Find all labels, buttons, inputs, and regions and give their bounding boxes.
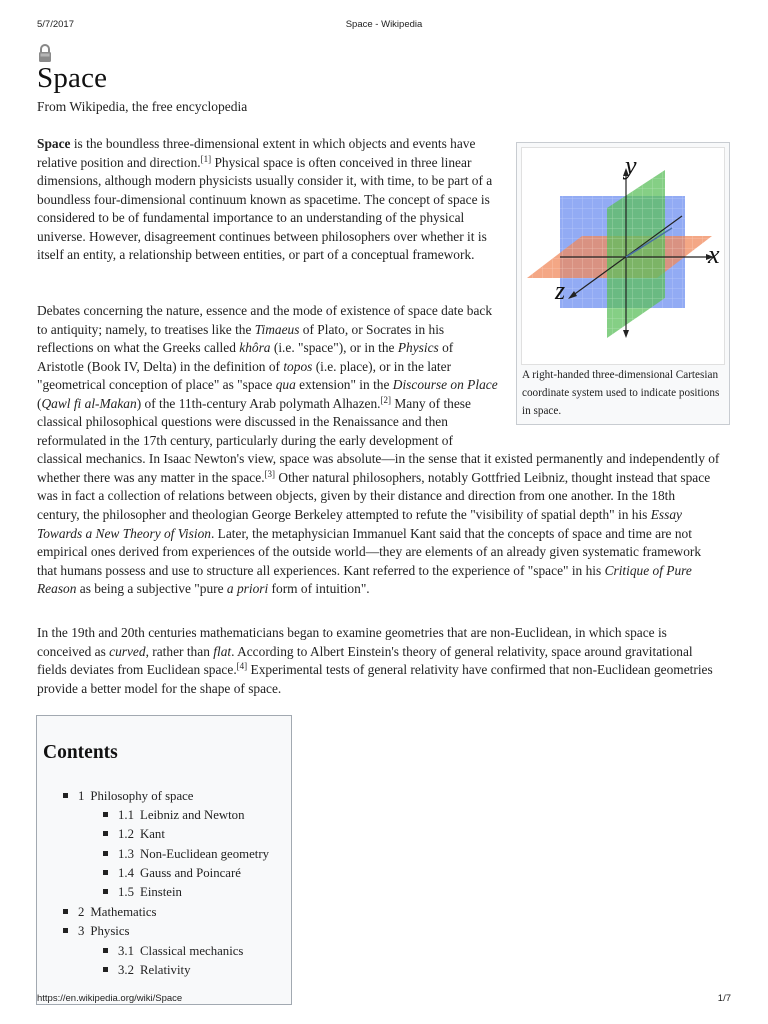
text-run: is the boundless three-dimensional extent in which objects and events have relative position and direction. [37, 136, 476, 170]
tagline: From Wikipedia, the free encyclopedia [37, 99, 248, 114]
text-run: In the 19th and 20th centuries mathematicians began to examine geometries that are non-Euclidean, in which space is conceived as [37, 625, 667, 659]
bullet-icon [63, 793, 68, 798]
bullet-icon [103, 889, 108, 894]
text-run: of Plato, or Socrates in his reflections on what the Greeks called [37, 321, 445, 356]
bullet-icon [63, 909, 68, 914]
text-run: (i.e. "space"), or in the [270, 340, 398, 356]
toc-label: Philosophy of space [90, 789, 194, 803]
toc-label: Einstein [140, 885, 182, 899]
italic-term: Qawl fi al-Makan [41, 395, 137, 411]
citation-link[interactable]: [2] [380, 394, 391, 405]
italic-term: topos [283, 358, 313, 374]
text-run: extension" in the [295, 377, 393, 393]
toc-item[interactable] [63, 905, 157, 920]
text-run: ( [37, 395, 42, 411]
italic-term: Essay Towards a New Theory of Vision [37, 507, 682, 541]
toc-label: Non-Euclidean geometry [140, 847, 269, 861]
print-page-title: Space - Wikipedia [345, 19, 423, 30]
text-run: (i.e. place), or in the later "geometrical conception of place" as "space [37, 358, 452, 393]
toc-item[interactable] [103, 963, 190, 978]
text-run: . Later, the metaphysician Immanuel Kant said that the concepts of space and time are not empirical ones derived from experiences of the outside world—they are elements of an already given systematic framework that humans possess and use to structure all experiences. Kant referred to the experience of "space" in his [37, 525, 702, 578]
axis-label-x: x [708, 240, 720, 269]
toc-number: 1.4 [118, 866, 134, 880]
axis-label-z: z [555, 276, 566, 305]
table-of-contents [36, 715, 292, 1005]
toc-label: Gauss and Poincaré [140, 866, 241, 880]
bullet-icon [103, 812, 108, 817]
bullet-icon [103, 948, 108, 953]
toc-label: Leibniz and Newton [140, 808, 245, 822]
toc-number: 3.2 [118, 963, 134, 977]
coordinate-system-image[interactable] [521, 147, 725, 365]
toc-label: Physics [90, 924, 130, 938]
toc-label: Kant [140, 827, 165, 841]
toc-number: 1.1 [118, 808, 134, 822]
italic-term: Discourse on Place [392, 377, 498, 393]
text-run: form of intuition". [268, 581, 370, 597]
italic-term: flat [213, 643, 232, 659]
text-run: . According to Albert Einstein's theory of general relativity, space around gravitational fields deviates from Euclidean space. [37, 643, 693, 678]
toc-label: Mathematics [90, 905, 157, 919]
toc-title: Contents [43, 742, 118, 763]
bullet-icon [103, 851, 108, 856]
italic-term: Physics [397, 340, 439, 356]
toc-item[interactable] [63, 924, 130, 939]
text-run: as being a subjective "pure [76, 581, 227, 597]
coordinate-diagram [522, 148, 724, 364]
citation-link[interactable]: [3] [264, 468, 276, 479]
italic-term: Timaeus [254, 321, 300, 337]
text-run: , rather than [145, 643, 214, 659]
toc-number: 2 [78, 905, 85, 919]
italic-term: Critique of Pure Reason [37, 562, 692, 597]
citation-link[interactable]: [1] [200, 153, 212, 164]
italic-term: curved [109, 643, 146, 659]
toc-number: 3.1 [118, 944, 134, 958]
toc-item[interactable] [103, 944, 243, 959]
toc-number: 3 [78, 924, 85, 938]
text-run: Many of these classical philosophical questions were discussed in the Renaissance and then reformulated in the 17th century, particularly during the early development of classical mechanics. In Isaac Newton's view, space was absolute—in the sense that it existed permanently and independently of whether there was any matter in the space. [37, 395, 720, 485]
print-page-number: 1/7 [717, 993, 731, 1004]
page-title: Space [37, 62, 108, 94]
geometry-paragraph [37, 624, 721, 698]
lock-icon [38, 43, 52, 63]
bullet-icon [103, 831, 108, 836]
italic-term: a priori [226, 581, 269, 597]
toc-item[interactable] [63, 789, 193, 804]
print-date: 5/7/2017 [37, 19, 74, 30]
toc-item[interactable] [103, 827, 165, 842]
axis-label-y: y [625, 151, 637, 180]
text-run: Other natural philosophers, notably Gottfried Leibniz, thought instead that space was in fact a collection of relations between objects, given by their distance and direction from one another. In the 18th century, the philosopher and theologian George Berkeley attempted to refute the "visibility of spatial depth" in his [37, 469, 711, 523]
bullet-icon [103, 870, 108, 875]
italic-term: qua [275, 377, 296, 393]
figure-thumbnail [516, 142, 730, 425]
italic-term: khôra [239, 340, 271, 356]
toc-item[interactable] [103, 847, 269, 862]
text-run: ) of the 11th-century Arab polymath Alhazen. [136, 395, 381, 411]
toc-number: 1.5 [118, 885, 134, 899]
text-run: of Aristotle (Book IV, Delta) in the definition of [37, 340, 454, 374]
intro-paragraph [37, 135, 499, 265]
toc-label: Classical mechanics [140, 944, 244, 958]
text-run: Physical space is often conceived in three linear dimensions, although modern physicists usually consider it, with time, to be part of a boundless four-dimensional continuum known as spacetime. The concept of space is considered to be of fundamental importance to an understanding of the physical universe. However, disagreement continues between philosophers over whether it is itself an entity, a relationship between entities, or part of a conceptual framework. [37, 154, 493, 263]
text-run: Debates concerning the nature, essence and the mode of existence of space date back to antiquity; namely, to treatises like the [37, 303, 493, 337]
text-run: Experimental tests of general relativity have confirmed that non-Euclidean geometries provide a better model for the shape of space. [37, 662, 713, 696]
toc-number: 1.3 [118, 847, 134, 861]
toc-item[interactable] [103, 866, 241, 881]
citation-link[interactable]: [4] [236, 661, 248, 672]
bullet-icon [103, 967, 108, 972]
toc-item[interactable] [103, 885, 182, 900]
toc-number: 1 [78, 789, 85, 803]
figure-caption: A right-handed three-dimensional Cartesian coordinate system used to indicate positions in space. [522, 369, 720, 417]
toc-label: Relativity [140, 963, 191, 977]
bold-term: Space [37, 136, 71, 151]
bullet-icon [63, 928, 68, 933]
toc-item[interactable] [103, 808, 244, 823]
toc-number: 1.2 [118, 827, 134, 841]
print-url: https://en.wikipedia.org/wiki/Space [37, 993, 183, 1004]
